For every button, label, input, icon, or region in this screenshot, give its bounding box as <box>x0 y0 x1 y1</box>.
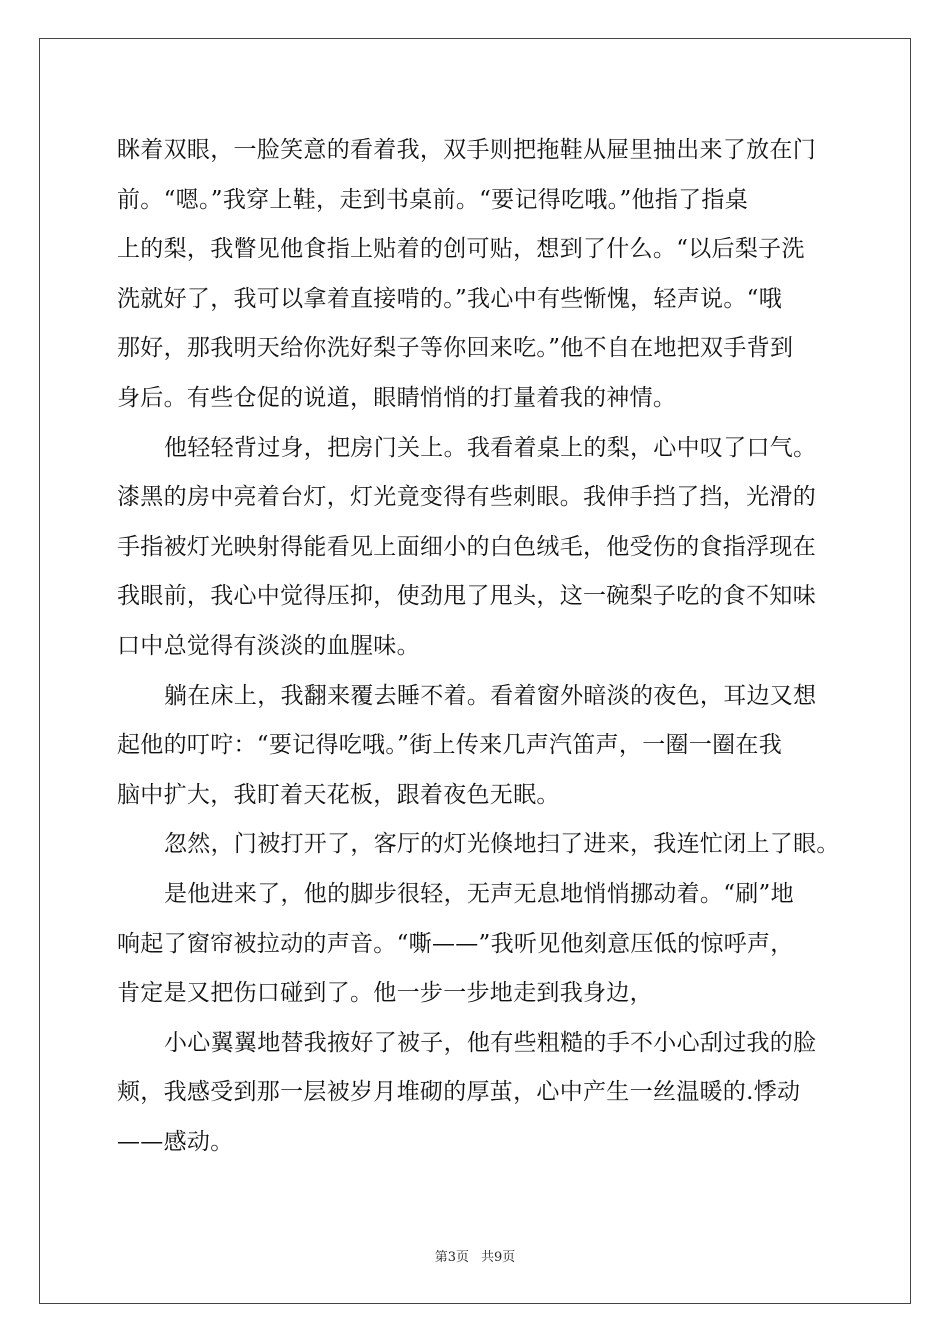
text-line: 肯定是又把伤口碰到了。他一步一步地走到我身边， <box>117 980 653 1007</box>
paragraph-start-line: 是他进来了，他的脚步很轻，无声无息地悄悄挪动着。“刷”地 <box>164 880 794 907</box>
paragraph-start-line: 他轻轻背过身，把房门关上。我看着桌上的梨，心中叹了口气。 <box>164 434 817 461</box>
text-line: ——感动。 <box>117 1128 234 1155</box>
text-line: 口中总觉得有淡淡的血腥味。 <box>117 632 420 659</box>
text-line: 颊，我感受到那一层被岁月堆砌的厚茧，心中产生一丝温暖的.悸动 <box>117 1079 801 1106</box>
text-line: 响起了窗帘被拉动的声音。“嘶——”我听见他刻意压低的惊呼声， <box>117 930 794 957</box>
text-line: 漆黑的房中亮着台灯，灯光竟变得有些刺眼。我伸手挡了挡，光滑的 <box>117 484 816 511</box>
text-line: 脑中扩大，我盯着天花板，跟着夜色无眠。 <box>117 781 560 808</box>
text-line: 上的梨，我瞥见他食指上贴着的创可贴，想到了什么。“以后梨子洗 <box>117 236 805 263</box>
page-number: 第3页 <box>434 1250 469 1265</box>
document-body <box>117 126 840 1167</box>
paragraph-start-line: 忽然，门被打开了，客厅的灯光倏地扫了进来，我连忙闭上了眼。 <box>164 831 840 858</box>
text-line: 洗就好了，我可以拿着直接啃的。”我心中有些惭愧，轻声说。“哦 <box>117 285 783 312</box>
text-line: 起他的叮咛：“要记得吃哦。”街上传来几声汽笛声，一圈一圈在我 <box>117 732 783 759</box>
text-line: 前。“嗯。”我穿上鞋，走到书桌前。“要记得吃哦。”他指了指桌 <box>117 186 749 213</box>
page-total: 共9页 <box>481 1250 516 1265</box>
text-line: 身后。有些仓促的说道，眼睛悄悄的打量着我的神情。 <box>117 384 677 411</box>
text-line: 那好，那我明天给你洗好梨子等你回来吃。”他不自在地把双手背到 <box>117 335 794 362</box>
paragraph-start-line: 小心翼翼地替我掖好了被子，他有些粗糙的手不小心刮过我的脸 <box>164 1029 817 1056</box>
page-footer <box>0 1246 950 1265</box>
paragraph-start-line: 躺在床上，我翻来覆去睡不着。看着窗外暗淡的夜色，耳边又想 <box>164 682 817 709</box>
text-line: 眯着双眼，一脸笑意的看着我，双手则把拖鞋从屉里抽出来了放在门 <box>117 137 816 163</box>
text-line: 手指被灯光映射得能看见上面细小的白色绒毛，他受伤的食指浮现在 <box>117 533 816 560</box>
text-line: 我眼前，我心中觉得压抑，使劲甩了甩头，这一碗梨子吃的食不知味 <box>117 583 816 610</box>
